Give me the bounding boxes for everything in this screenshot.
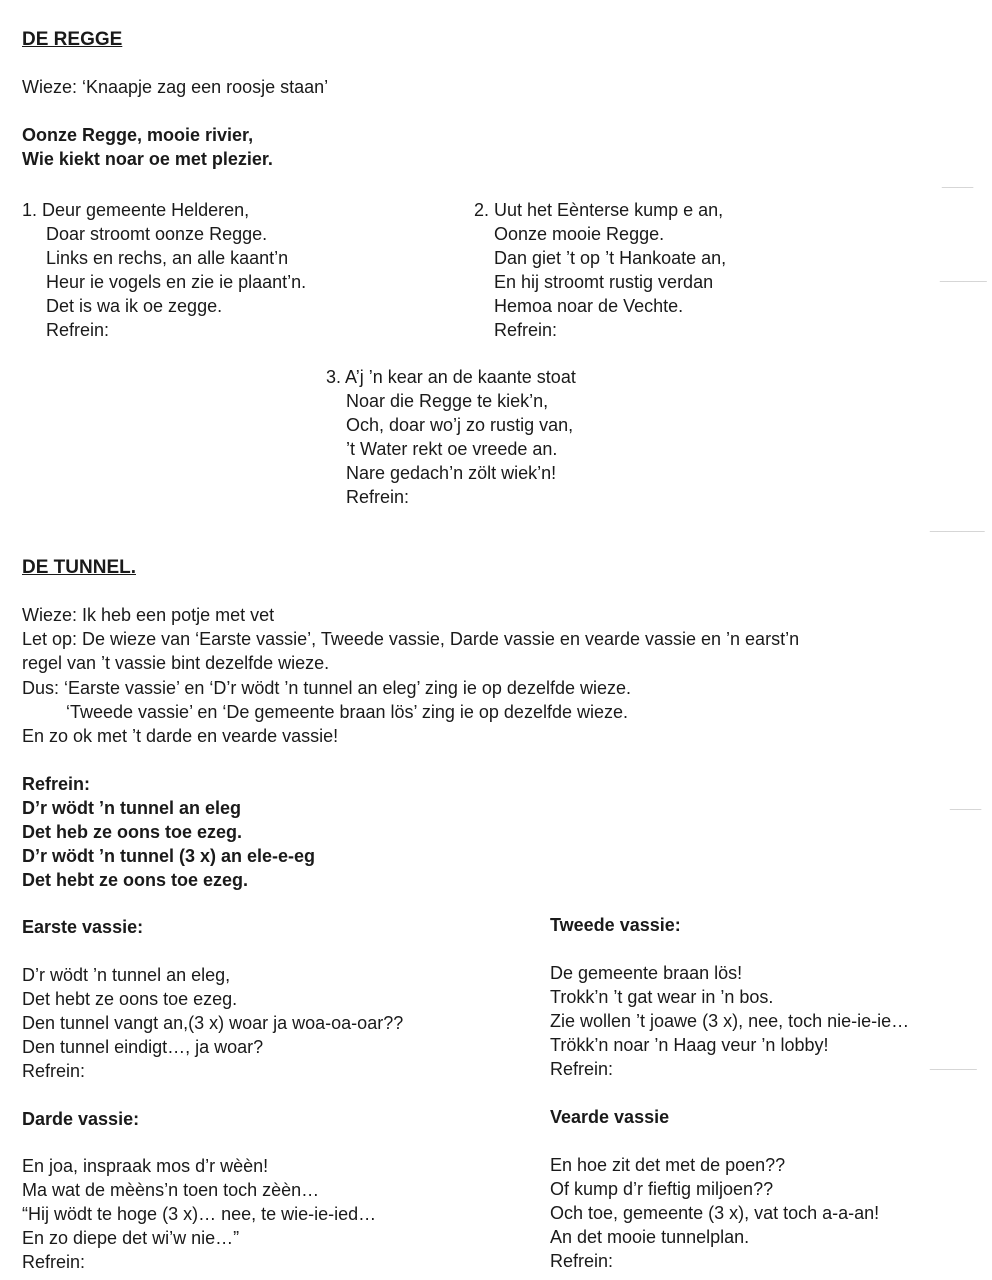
verse-line: Och toe, gemeente (3 x), vat toch a-a-an! xyxy=(550,1203,880,1223)
verse-heading: Earste vassie: xyxy=(22,917,144,937)
song-title: DE TUNNEL. xyxy=(22,557,136,578)
verse-line: Refrein: xyxy=(46,320,110,340)
verse-line: Dan giet ’t op ’t Hankoate an, xyxy=(494,248,727,268)
refrain-line: Refrein: xyxy=(22,774,91,794)
intro-line: En zo ok met ’t darde en vearde vassie! xyxy=(22,726,339,746)
verse-line: Och, doar wo’j zo rustig van, xyxy=(346,415,574,435)
verse-heading: Darde vassie: xyxy=(22,1109,140,1129)
verse-line: Det hebt ze oons toe ezeg. xyxy=(22,989,238,1009)
song-title: DE REGGE xyxy=(22,29,123,50)
intro-line: Wieze: Ik heb een potje met vet xyxy=(22,605,275,625)
verse-line: “Hij wödt te hoge (3 x)… nee, te wie-ie-ied… xyxy=(22,1204,377,1224)
intro-line: Dus: ‘Earste vassie’ en ‘D’r wödt ’n tunnel an eleg’ zing ie op dezelfde wieze. xyxy=(22,678,631,698)
verse-line: En hoe zit det met de poen?? xyxy=(550,1155,786,1175)
verse-line: Doar stroomt oonze Regge. xyxy=(46,224,268,244)
verse-line: Refrein: xyxy=(550,1059,614,1079)
song-tune: Wieze: ‘Knaapje zag een roosje staan’ xyxy=(22,77,329,97)
refrain-line: Det hebt ze oons toe ezeg. xyxy=(22,870,249,890)
verse-line: Den tunnel vangt an,(3 x) woar ja woa-oa-oar?? xyxy=(22,1013,404,1033)
verse-line: Det is wa ik oe zegge. xyxy=(46,296,223,316)
verse-line: ’t Water rekt oe vreede an. xyxy=(346,439,558,459)
verse-line: Links en rechs, an alle kaant’n xyxy=(46,248,289,268)
verse-line: Nare gedach’n zölt wiek’n! xyxy=(346,463,557,483)
chorus-line: Oonze Regge, mooie rivier, xyxy=(22,125,254,145)
verse-line: Oonze mooie Regge. xyxy=(494,224,665,244)
verse-line: Trökk’n noar ’n Haag veur ’n lobby! xyxy=(550,1035,829,1055)
verse-line: Trokk’n ’t gat wear in ’n bos. xyxy=(550,987,774,1007)
verse-line: Den tunnel eindigt…, ja woar? xyxy=(22,1037,264,1057)
verse-heading: Vearde vassie xyxy=(550,1107,670,1127)
verse-line: 2. Uut het Eènterse kump e an, xyxy=(474,200,724,220)
refrain-line: D’r wödt ’n tunnel an eleg xyxy=(22,798,242,818)
verse-line: Zie wollen ’t joawe (3 x), nee, toch nie-ie-ie… xyxy=(550,1011,910,1031)
verse-heading: Tweede vassie: xyxy=(550,915,681,935)
verse-line: Of kump d’r fieftig miljoen?? xyxy=(550,1179,774,1199)
verse-line: Refrein: xyxy=(346,487,410,507)
verse-line: En joa, inspraak mos d’r wèèn! xyxy=(22,1156,269,1176)
verse-line: Refrein: xyxy=(22,1061,86,1081)
verse-line: De gemeente braan lös! xyxy=(550,963,743,983)
verse-line: 1. Deur gemeente Helderen, xyxy=(22,200,250,220)
verse-line: Noar die Regge te kiek’n, xyxy=(346,391,549,411)
verse-line: An det mooie tunnelplan. xyxy=(550,1227,750,1247)
verse-line: Hemoa noar de Vechte. xyxy=(494,296,684,316)
verse-line: Heur ie vogels en zie ie plaant’n. xyxy=(46,272,307,292)
refrain-line: Det heb ze oons toe ezeg. xyxy=(22,822,243,842)
verse-line: Refrein: xyxy=(494,320,558,340)
verse-line: En zo diepe det wi’w nie…” xyxy=(22,1228,240,1248)
verse-line: En hij stroomt rustig verdan xyxy=(494,272,714,292)
refrain-line: D’r wödt ’n tunnel (3 x) an ele-e-eg xyxy=(22,846,316,866)
intro-line: regel van ’t vassie bint dezelfde wieze. xyxy=(22,653,330,673)
verse-line: D’r wödt ’n tunnel an eleg, xyxy=(22,965,231,985)
verse-line: Refrein: xyxy=(550,1251,614,1271)
verse-line: 3. A’j ’n kear an de kaante stoat xyxy=(326,367,576,387)
verse-line: Ma wat de mèèns’n toen toch zèèn… xyxy=(22,1180,320,1200)
intro-line: ‘Tweede vassie’ en ‘De gemeente braan lös’ zing ie op dezelfde wieze. xyxy=(66,702,628,722)
intro-line: Let op: De wieze van ‘Earste vassie’, Tweede vassie, Darde vassie en vearde vassie en ’n earst’n xyxy=(22,629,800,649)
verse-line: Refrein: xyxy=(22,1252,86,1272)
chorus-line: Wie kiekt noar oe met plezier. xyxy=(22,149,273,169)
